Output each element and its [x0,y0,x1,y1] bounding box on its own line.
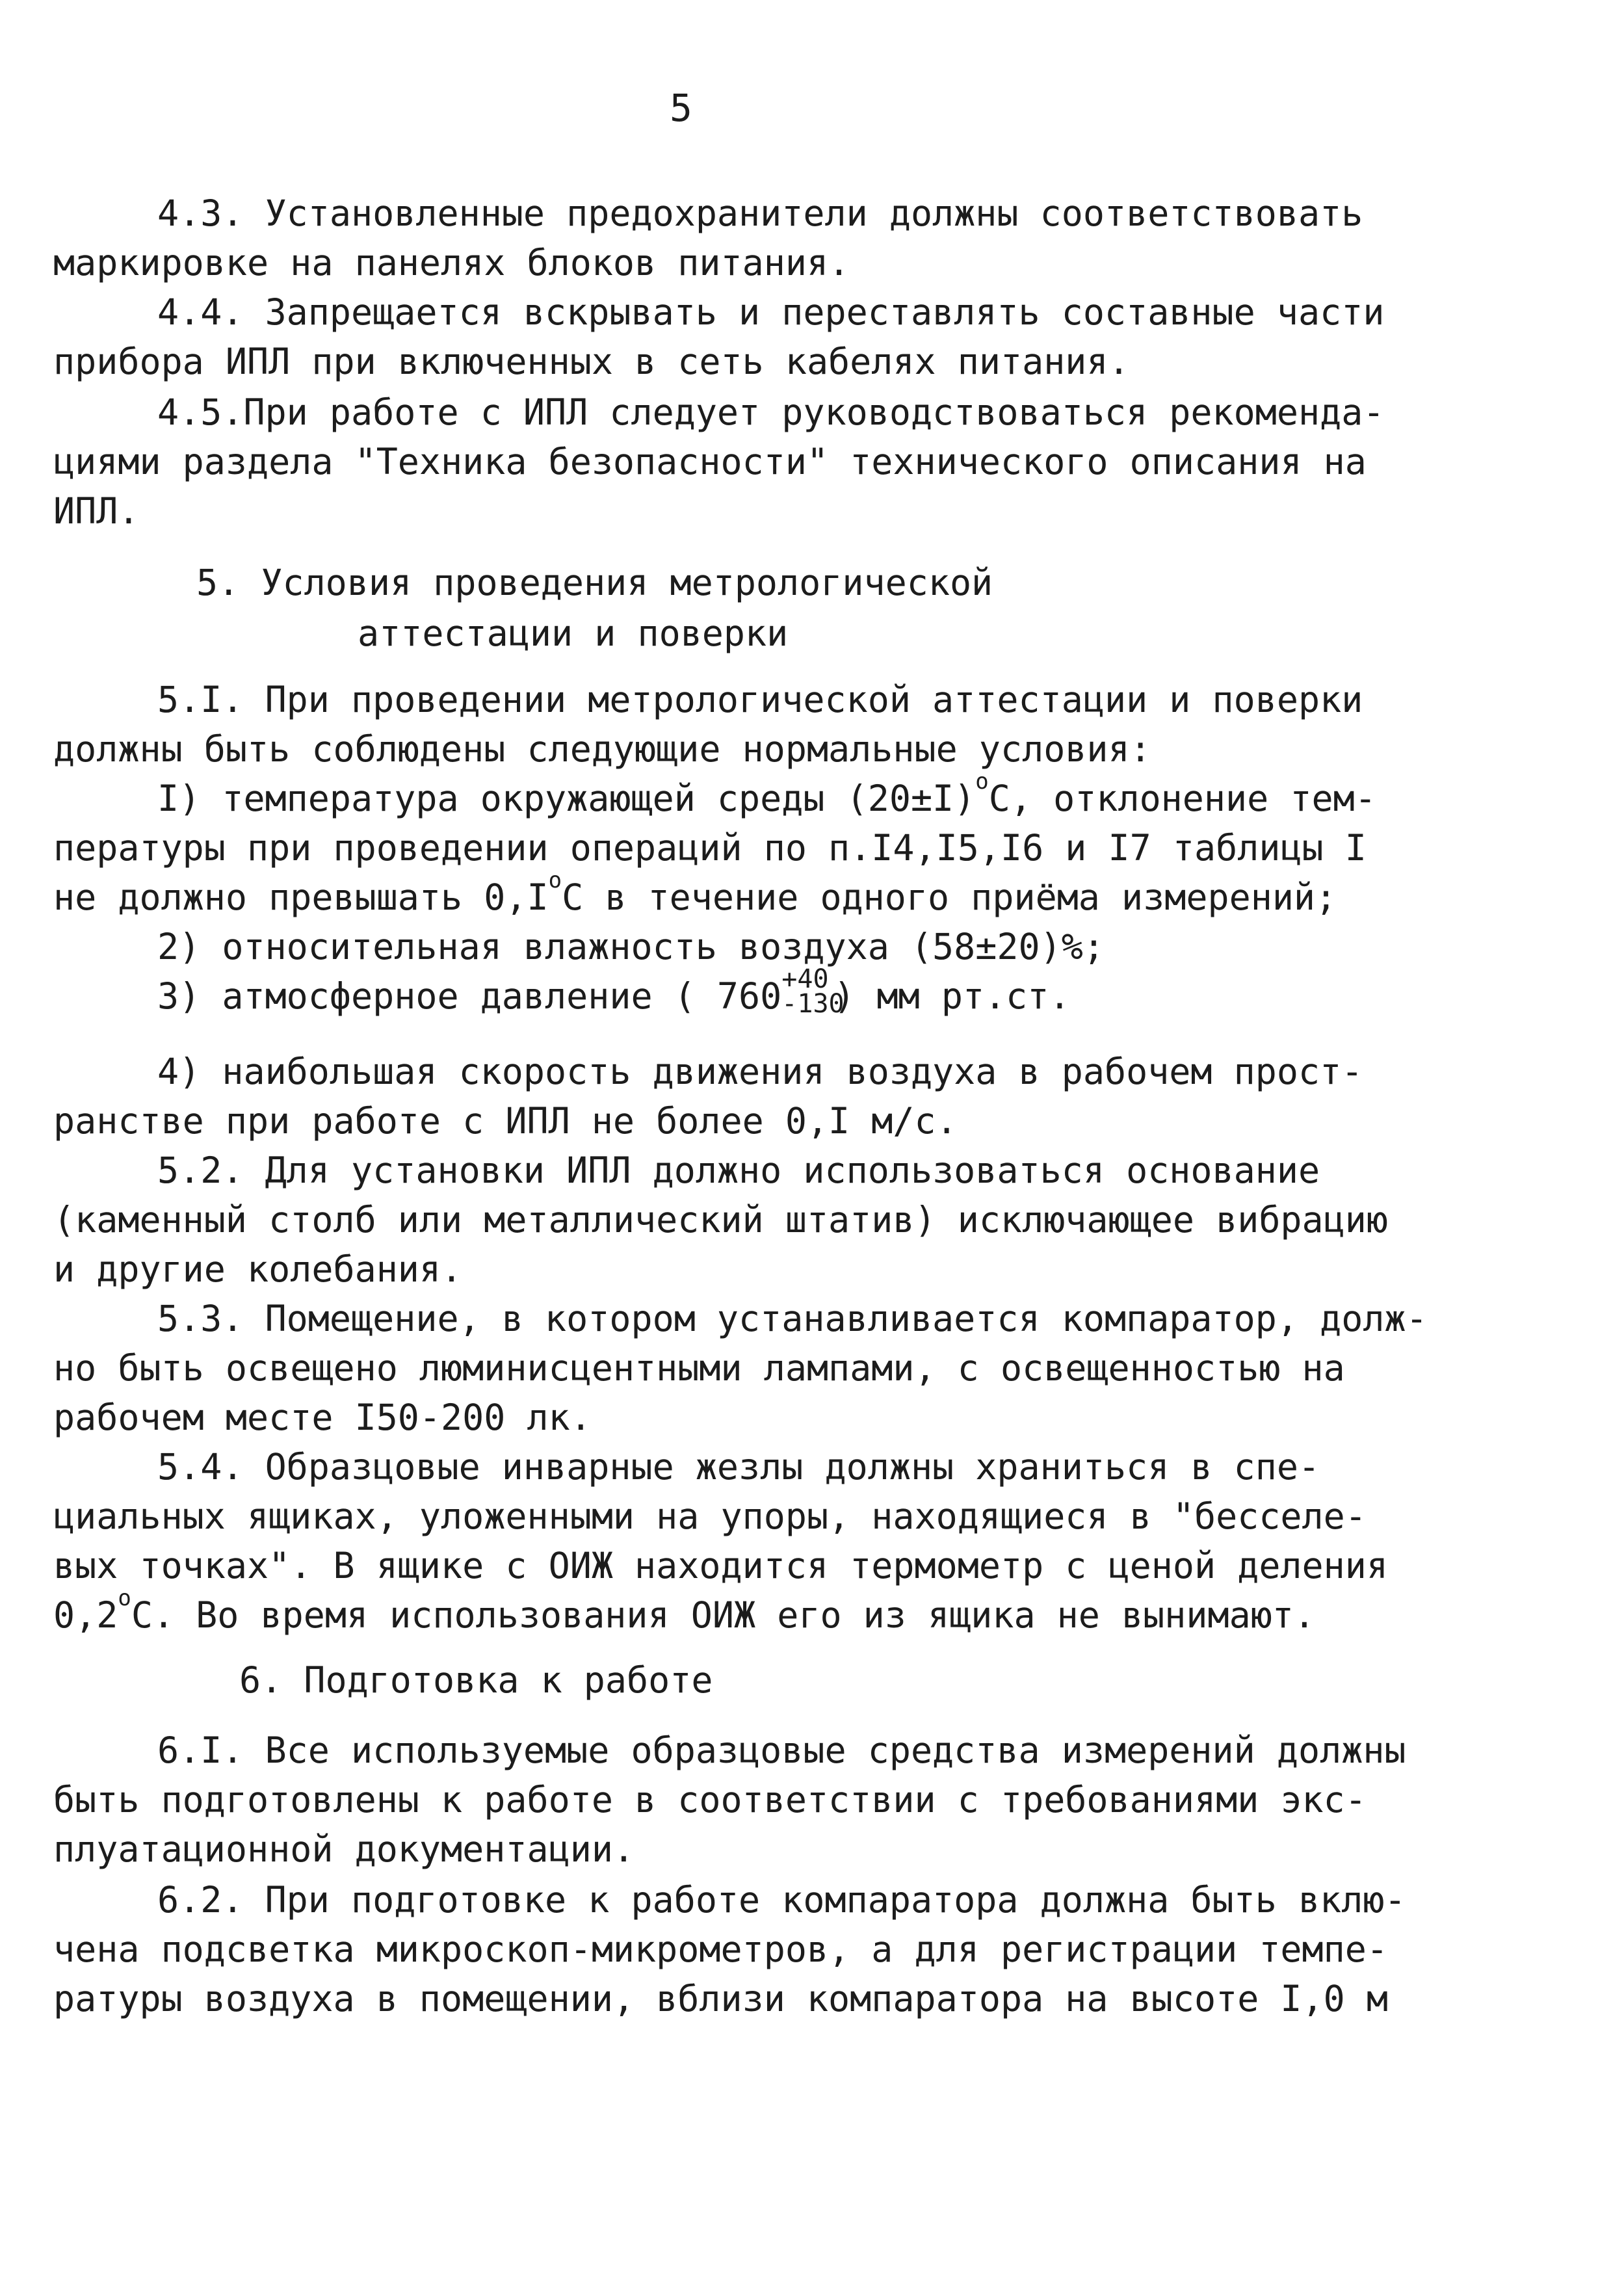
text-line: прибора ИПЛ при включенных в сеть кабелях питания. [53,341,1130,382]
text-line: 4.5.При работе с ИПЛ следует руководствоваться рекоменда- [157,391,1385,433]
list-item-1-line3: не должно превышать $0,I^оС$ в течение одного приёма измерений; [53,867,1337,918]
text-line: ранстве при работе с ИПЛ не более 0,I м/с. [53,1100,958,1142]
list-item-1-line2: пературы при проведении операций по п.I4,I5,I6 и I7 таблицы I [53,827,1367,869]
text-line: и другие колебания. [53,1248,463,1290]
text-line: рабочем месте I50-200 лк. [53,1397,592,1438]
text-line: циями раздела "Техника безопасности" технического описания на [53,441,1367,482]
text-line: 6.I. Все используемые образцовые средства измерений должны [157,1729,1406,1771]
text-line: 5.4. Образцовые инварные жезлы должны храниться в спе- [157,1446,1320,1488]
section-6-heading: 6. Подготовка к работе [239,1659,713,1701]
list-item-4 [53,1047,1393,1146]
paragraph-4-3 [53,189,1393,287]
list-item-1-line1: I) температура окружающей среды $(20\pm I)^оС$, отклонение тем- [157,769,1376,819]
text-line: ратуры воздуха в помещении, вблизи компаратора на высоте I,0 м [53,1978,1388,2019]
page-number: 5 [670,86,692,130]
paragraph-5-4 [53,1442,1393,1640]
paragraph-5-1 [53,675,1393,774]
text-line: $0,2^оС$. Во время использования ОИЖ его из ящика не вынимают. [53,1585,1316,1636]
paragraph-6-2 [53,1875,1406,2023]
text-line: 5.I. При проведении метрологической аттестации и поверки [157,679,1363,720]
pressure-tolerance: +40 -130 [781,964,845,1019]
conditions-list [53,769,1393,1021]
text-line: 4) наибольшая скорость движения воздуха в рабочем прост- [157,1051,1363,1092]
paragraph-5-3 [53,1294,1428,1442]
text-line: циальных ящиках, уложенными на упоры, находящиеся в "бесселе- [53,1495,1367,1537]
text-line: быть подготовлены к работе в соответствии с требованиями экс- [53,1779,1367,1821]
list-item-3: 3) атмосферное давление ( 760 +40 -130 ) мм рт.ст. [53,971,1393,1021]
text-line: (каменный столб или металлический штатив) исключающее вибрацию [53,1199,1388,1241]
paragraph-4-4 [53,287,1393,386]
section-5-heading-line2: аттестации и поверки [358,612,789,654]
paragraph-4-5 [53,388,1393,536]
text-line: 5.3. Помещение, в котором устанавливается компаратор, долж- [157,1298,1428,1339]
text-line: 6.2. При подготовке к работе компаратора должна быть вклю- [157,1879,1406,1921]
text-line: 5.2. Для установки ИПЛ должно использоваться основание [157,1150,1320,1191]
section-5-heading-line1: 5. Условия проведения метрологической [196,562,993,603]
paragraph-5-2 [53,1146,1393,1294]
text-line: маркировке на панелях блоков питания. [53,242,850,283]
list-item-2: 2) относительная влажность воздуха (58±20)%; [157,926,1105,967]
text-line: но быть освещено люминисцентными лампами, с освещенностью на [53,1347,1345,1389]
text-line: вых точках". В ящике с ОИЖ находится термометр с ценой деления [53,1545,1388,1586]
text-line: плуатационной документации. [53,1828,635,1870]
paragraph-6-1 [53,1726,1406,1874]
text-line: ИПЛ. [53,490,140,532]
text-line: чена подсветка микроскоп-микрометров, а для регистрации темпе- [53,1928,1388,1970]
text-line: 4.4. Запрещается вскрывать и переставлять составные части [157,291,1385,333]
text-line: 4.3. Установленные предохранители должны соответствовать [157,192,1363,234]
text-line: должны быть соблюдены следующие нормальные условия: [53,728,1151,770]
